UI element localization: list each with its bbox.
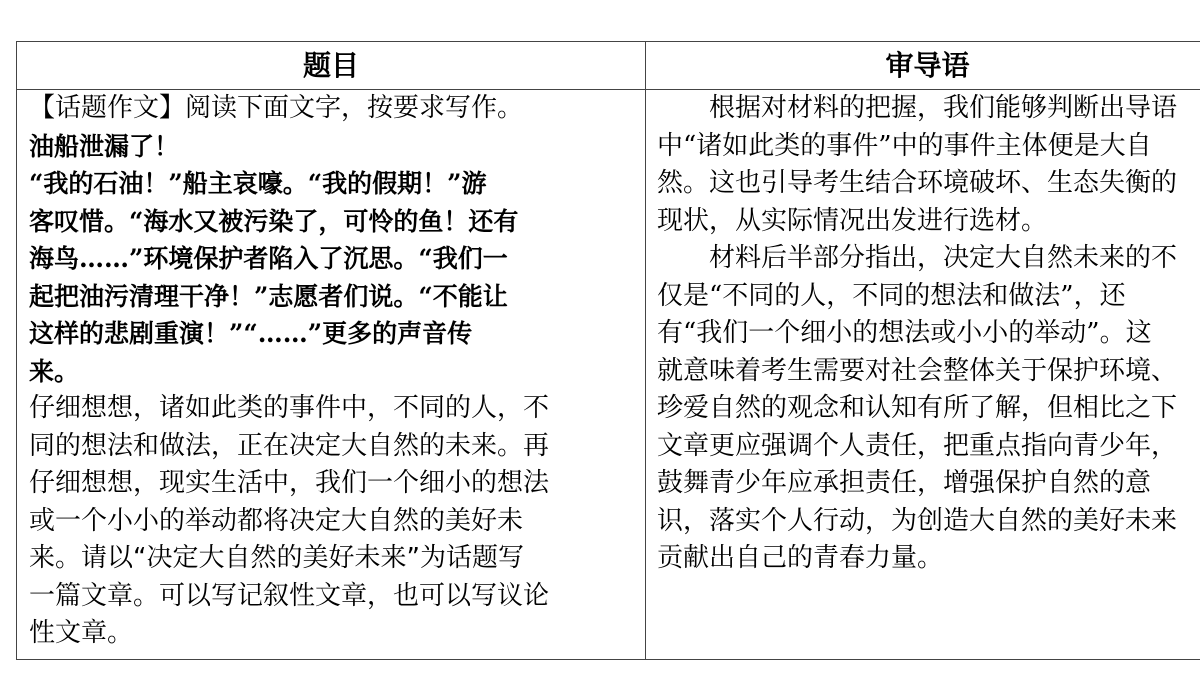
topic-line: 客叹惜。“海水又被污染了，可怜的鱼！还有: [29, 206, 519, 236]
topic-line: 起把油污清理干净！”志愿者们说。“不能让: [29, 281, 508, 311]
header-guidance: 审导语: [885, 49, 970, 82]
topic-line: 仔细想想，诸如此类的事件中，不同的人，不: [29, 393, 550, 423]
topic-line: 这样的悲剧重演！”“……”更多的声音传: [29, 319, 473, 348]
topic-line: 一篇文章。可以写记叙性文章，也可以写议论: [29, 580, 550, 611]
topic-line: 【话题作文】阅读下面文字，按要求写作。: [29, 93, 524, 123]
topic-line: 来。请以“决定大自然的美好未来”为话题写: [29, 543, 524, 573]
topic-line: 或一个小小的举动都将决定大自然的美好未: [29, 505, 524, 536]
topic-line: “我的石油！”船主哀嚎。“我的假期！”游: [29, 169, 487, 198]
topic-line: 仔细想想，现实生活中，我们一个细小的想法: [29, 468, 550, 498]
topic-line: 油船泄漏了！: [29, 131, 180, 161]
topic-line: 同的想法和做法，正在决定大自然的未来。再: [29, 430, 550, 461]
guidance-paragraph: 根据对材料的把握，我们能够判断出导语中“诸如此类的事件”中的事件主体便是大自然。这也引导考生结合环境破坏、生态失衡的现状，从实际情况出发进行选材。: [657, 93, 1178, 236]
topic-line: 来。: [29, 356, 80, 386]
topic-line: 性文章。: [29, 618, 134, 648]
column-divider: [645, 42, 646, 659]
header-topic: 题目: [302, 49, 359, 82]
guidance-cell: [657, 90, 1177, 578]
topic-table: [16, 41, 1200, 660]
topic-cell: [29, 90, 635, 653]
topic-line: 海鸟……”环境保护者陷入了沉思。“我们一: [29, 244, 508, 273]
guidance-paragraph: 材料后半部分指出，决定大自然未来的不仅是“不同的人，不同的想法和做法”，还有“我们一个细小的想法或小小的举动”。这就意味着考生需要对社会整体关于保护环境、珍爱自然的观念和认知有所了解，但相比之下文章更应强调个人责任，把重点指向青少年，鼓舞青少年应承担责任，增强保护自然的意识，落实个人行动，为创造大自然的美好未来贡献出自己的青春力量。: [657, 243, 1178, 573]
